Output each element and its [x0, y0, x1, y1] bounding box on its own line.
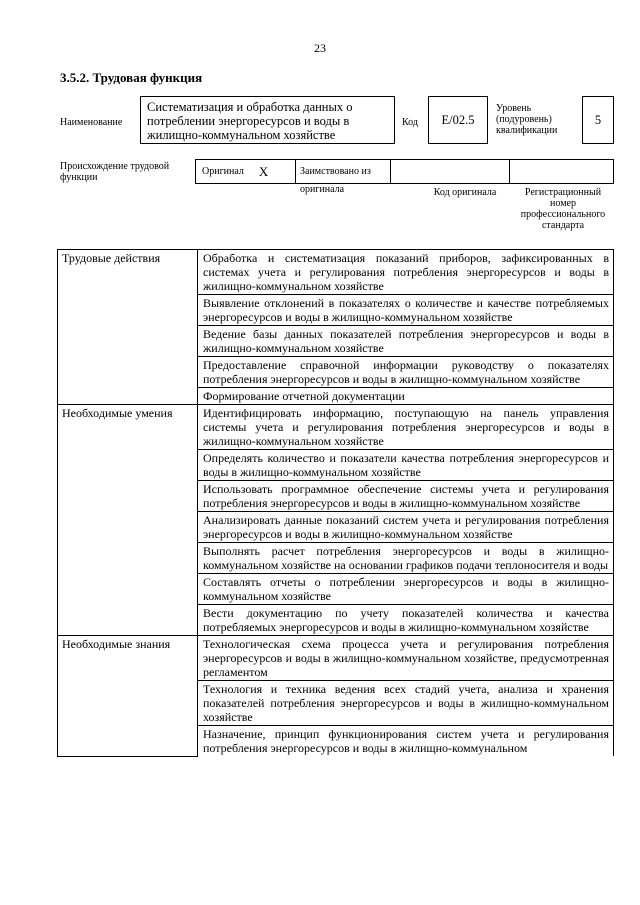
list-item: Формирование отчетной документации: [198, 388, 614, 405]
section-title: Необходимые знания: [58, 636, 198, 757]
level-value: 5: [582, 96, 614, 144]
list-item: Технологическая схема процесса учета и регулирования потребления энергоресурсов и воды в жилищно-коммунальном хозяйстве, предусмотренная регламентом: [198, 636, 614, 681]
name-label: Наименование: [60, 117, 123, 128]
origin-original-cell: [196, 160, 296, 183]
function-code-value: E/02.5: [428, 96, 488, 144]
function-name-value: Систематизация и обработка данных о потреблении энергоресурсов и воды в жилищно-коммунальном хозяйстве: [140, 96, 395, 144]
list-item: Определять количество и показатели качества потребления энергоресурсов и воды в жилищно-коммунальном хозяйстве: [198, 450, 614, 481]
list-item: Предоставление справочной информации руководству о показателях потребления энергоресурсов и воды в жилищно-коммунальном хозяйстве: [198, 357, 614, 388]
origin-reg-number-cell: [510, 160, 613, 183]
list-item: Составлять отчеты о потреблении энергоресурсов и воды в жилищно-коммунальном хозяйстве: [198, 574, 614, 605]
list-item: Выявление отклонений в показателях о количестве и качестве потребляемых энергоресурсов и воды в жилищно-коммунальном хозяйстве: [198, 295, 614, 326]
section-title: Трудовые действия: [58, 250, 198, 405]
borrowed-label: Заимствовано из оригинала: [300, 166, 371, 195]
section-title: Необходимые умения: [58, 405, 198, 636]
origin-code-cell: [391, 160, 510, 183]
list-item: Выполнять расчет потребления энергоресурсов и воды в жилищно-коммунальном хозяйстве на основании графиков подачи теплоносителя и воды: [198, 543, 614, 574]
table-row: [58, 636, 614, 681]
list-item: Использовать программное обеспечение системы учета и регулирования потребления энергоресурсов и воды в жилищно-коммунальном хозяйстве: [198, 481, 614, 512]
reg-number-label: Регистрационный номер профессионального стандарта: [520, 187, 606, 231]
list-item: Назначение, принцип функционирования систем учета и регулирования потребления энергоресурсов и воды в жилищно-коммунальном: [198, 726, 614, 757]
table-row: [58, 405, 614, 450]
page-number: 23: [314, 41, 326, 55]
list-item: Вести документацию по учету показателей количества и качества потребляемых энергоресурсов и воды в жилищно-коммунальном хозяйстве: [198, 605, 614, 636]
table-row: [58, 250, 614, 295]
list-item: Технология и техника ведения всех стадий учета, анализа и хранения показателей потребления энергоресурсов и воды в жилищно-коммунальном хозяйстве: [198, 681, 614, 726]
list-item: Идентифицировать информацию, поступающую на панель управления системы учета и регулирования потребления энергоресурсов и воды в жилищно-коммунальном хозяйстве: [198, 405, 614, 450]
level-label: Уровень (подуровень) квалификации: [496, 103, 558, 136]
code-original-label: Код оригинала: [433, 187, 497, 198]
list-item: Ведение базы данных показателей потребления энергоресурсов и воды в жилищно-коммунальном хозяйстве: [198, 326, 614, 357]
original-mark: X: [258, 163, 269, 179]
origin-label: Происхождение трудовой функции: [60, 161, 170, 183]
list-item: Анализировать данные показаний систем учета и регулирования потребления энергоресурсов и воды в жилищно-коммунальном хозяйстве: [198, 512, 614, 543]
list-item: Обработка и систематизация показаний приборов, зафиксированных в системах учета и регулирования потребления энергоресурсов и воды в жилищно-коммунальном хозяйстве: [198, 250, 614, 295]
origin-borrowed-cell: [296, 160, 391, 195]
function-details-table: [57, 249, 614, 757]
original-label: Оригинал: [202, 166, 244, 177]
section-heading: 3.5.2. Трудовая функция: [60, 70, 203, 85]
code-label: Код: [402, 117, 418, 128]
